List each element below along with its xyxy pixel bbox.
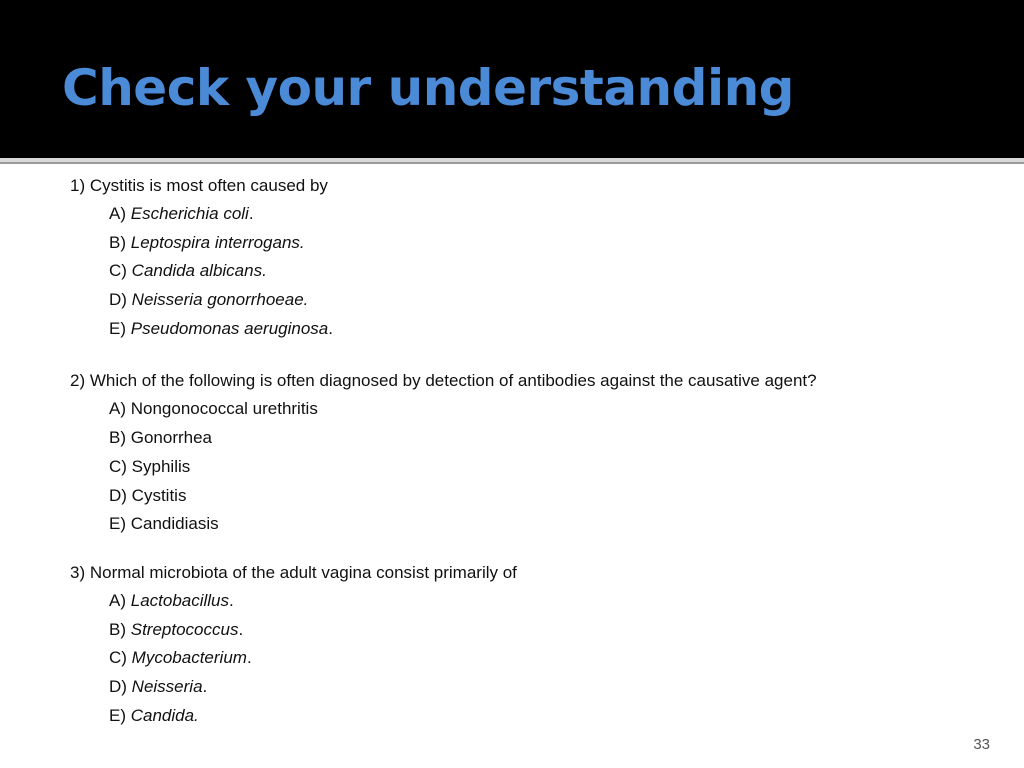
option-answer: Lactobacillus xyxy=(130,590,230,610)
answer-option-c xyxy=(70,644,1000,673)
option-letter: C) xyxy=(109,648,132,668)
option-answer: Cystitis xyxy=(131,485,187,505)
option-letter: D) xyxy=(109,290,132,310)
option-answer: Nongonococcal urethritis xyxy=(130,399,318,419)
option-suffix: . xyxy=(248,204,254,223)
option-answer: Candida albicans. xyxy=(131,261,267,281)
option-letter: B) xyxy=(109,619,131,639)
option-suffix: . xyxy=(229,590,234,610)
question-3 xyxy=(70,559,1000,730)
question-list xyxy=(70,172,1000,730)
option-suffix: . xyxy=(246,648,252,668)
option-answer: Syphilis xyxy=(131,456,191,476)
answer-option-d xyxy=(70,673,1000,702)
option-letter: D) xyxy=(109,676,132,696)
answer-option-e xyxy=(70,315,1000,344)
option-letter: E) xyxy=(109,705,131,725)
answer-option-a xyxy=(70,587,1000,616)
answer-option-e xyxy=(70,702,1000,731)
option-answer: Leptospira interrogans. xyxy=(130,232,305,252)
option-letter: A) xyxy=(109,590,131,610)
option-letter: D) xyxy=(109,485,132,505)
answer-option-d xyxy=(70,482,1000,511)
option-letter: A) xyxy=(109,399,131,419)
option-answer: Neisseria xyxy=(131,676,203,696)
option-letter: A) xyxy=(109,204,131,223)
option-letter: E) xyxy=(109,514,131,534)
answer-option-b xyxy=(70,424,1000,453)
option-suffix: . xyxy=(238,619,244,639)
option-answer: Candidiasis xyxy=(130,514,219,534)
answer-option-c xyxy=(70,453,1000,482)
title-divider-shadow xyxy=(0,162,1024,164)
option-letter: C) xyxy=(109,456,132,476)
option-answer: Streptococcus xyxy=(130,619,239,639)
option-answer: Candida. xyxy=(130,705,199,725)
slide-page-number: 33 xyxy=(973,736,990,753)
question-text: 1) Cystitis is most often caused by xyxy=(70,176,328,195)
answer-option-a xyxy=(70,395,1000,424)
option-answer: Pseudomonas aeruginosa xyxy=(130,318,329,338)
option-letter: B) xyxy=(109,428,131,448)
option-suffix: . xyxy=(328,318,333,338)
option-letter: E) xyxy=(109,318,131,338)
question-1 xyxy=(70,172,1000,343)
option-letter: C) xyxy=(109,261,132,281)
slide-title: Check your understanding xyxy=(62,59,794,117)
option-answer: Escherichia coli xyxy=(130,204,249,223)
option-suffix: . xyxy=(202,676,208,696)
answer-option-b xyxy=(70,229,1000,258)
title-bar xyxy=(0,0,1024,158)
option-answer: Mycobacterium xyxy=(131,648,247,668)
answer-option-e xyxy=(70,510,1000,539)
question-text: 3) Normal microbiota of the adult vagina consist primarily of xyxy=(70,562,517,582)
option-letter: B) xyxy=(109,232,131,252)
answer-option-d xyxy=(70,286,1000,315)
option-answer: Neisseria gonorrhoeae. xyxy=(131,290,309,310)
question-2 xyxy=(70,367,1000,538)
option-answer: Gonorrhea xyxy=(130,428,213,448)
answer-option-b xyxy=(70,616,1000,645)
question-text: 2) Which of the following is often diagnosed by detection of antibodies against the causative agent? xyxy=(70,371,817,391)
answer-option-c xyxy=(70,257,1000,286)
answer-option-a xyxy=(70,200,1000,229)
